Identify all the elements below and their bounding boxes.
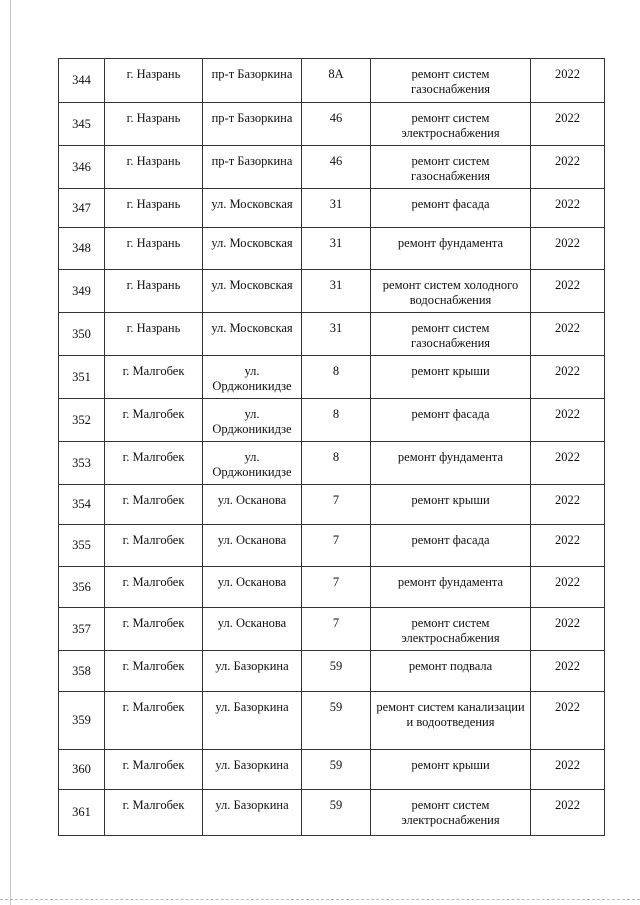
street-cell: ул. Базоркина: [203, 651, 302, 692]
work-type-cell: ремонт подвала: [371, 651, 531, 692]
year-cell: 2022: [531, 146, 605, 189]
street-cell: ул. Базоркина: [203, 692, 302, 750]
house-number-cell: 7: [302, 525, 371, 567]
work-type-cell: ремонт систем газоснабжения: [371, 313, 531, 356]
city-cell: г. Назрань: [105, 146, 203, 189]
work-type-cell: ремонт систем электроснабжения: [371, 608, 531, 651]
table-row: [59, 567, 605, 608]
row-number-cell: 360: [59, 750, 105, 790]
row-number-cell: 345: [59, 103, 105, 146]
street-cell: ул. Осканова: [203, 567, 302, 608]
house-number-cell: 31: [302, 228, 371, 270]
row-number-cell: 361: [59, 790, 105, 836]
row-number-cell: 359: [59, 692, 105, 750]
page-bottom-edge: [0, 899, 640, 901]
table-row: [59, 103, 605, 146]
row-number-cell: 352: [59, 399, 105, 442]
row-number-cell: 350: [59, 313, 105, 356]
table-row: [59, 59, 605, 103]
city-cell: г. Назрань: [105, 103, 203, 146]
table-row: [59, 356, 605, 399]
work-type-cell: ремонт фундамента: [371, 567, 531, 608]
year-cell: 2022: [531, 189, 605, 228]
work-type-cell: ремонт крыши: [371, 485, 531, 525]
street-cell: ул. Осканова: [203, 525, 302, 567]
year-cell: 2022: [531, 692, 605, 750]
year-cell: 2022: [531, 228, 605, 270]
table-row: [59, 442, 605, 485]
table-row: [59, 270, 605, 313]
table-row: [59, 692, 605, 750]
table-row: [59, 189, 605, 228]
house-number-cell: 7: [302, 608, 371, 651]
house-number-cell: 7: [302, 485, 371, 525]
house-number-cell: 31: [302, 270, 371, 313]
year-cell: 2022: [531, 59, 605, 103]
city-cell: г. Малгобек: [105, 567, 203, 608]
work-type-cell: ремонт систем канализации и водоотведения: [371, 692, 531, 750]
street-cell: ул. Московская: [203, 228, 302, 270]
city-cell: г. Назрань: [105, 270, 203, 313]
year-cell: 2022: [531, 270, 605, 313]
house-number-cell: 59: [302, 790, 371, 836]
street-cell: ул. Базоркина: [203, 790, 302, 836]
table-row: [59, 750, 605, 790]
street-cell: ул. Осканова: [203, 608, 302, 651]
city-cell: г. Малгобек: [105, 790, 203, 836]
city-cell: г. Малгобек: [105, 442, 203, 485]
street-cell: ул. Осканова: [203, 485, 302, 525]
house-number-cell: 46: [302, 146, 371, 189]
year-cell: 2022: [531, 313, 605, 356]
house-number-cell: 31: [302, 189, 371, 228]
street-cell: пр-т Базоркина: [203, 103, 302, 146]
work-type-cell: ремонт систем электроснабжения: [371, 790, 531, 836]
row-number-cell: 353: [59, 442, 105, 485]
registry-body: [59, 59, 605, 836]
row-number-cell: 349: [59, 270, 105, 313]
row-number-cell: 354: [59, 485, 105, 525]
work-type-cell: ремонт систем электроснабжения: [371, 103, 531, 146]
street-cell: ул. Московская: [203, 189, 302, 228]
city-cell: г. Назрань: [105, 228, 203, 270]
house-number-cell: 59: [302, 651, 371, 692]
year-cell: 2022: [531, 442, 605, 485]
city-cell: г. Малгобек: [105, 485, 203, 525]
table-row: [59, 146, 605, 189]
street-cell: ул. Московская: [203, 313, 302, 356]
year-cell: 2022: [531, 750, 605, 790]
street-cell: пр-т Базоркина: [203, 59, 302, 103]
city-cell: г. Малгобек: [105, 651, 203, 692]
year-cell: 2022: [531, 525, 605, 567]
city-cell: г. Малгобек: [105, 399, 203, 442]
row-number-cell: 356: [59, 567, 105, 608]
work-type-cell: ремонт крыши: [371, 356, 531, 399]
street-cell: ул. Орджоникидзе: [203, 356, 302, 399]
table-row: [59, 485, 605, 525]
year-cell: 2022: [531, 651, 605, 692]
house-number-cell: 8: [302, 356, 371, 399]
work-type-cell: ремонт систем газоснабжения: [371, 146, 531, 189]
work-type-cell: ремонт фундамента: [371, 442, 531, 485]
street-cell: пр-т Базоркина: [203, 146, 302, 189]
repair-registry-table: [58, 58, 605, 836]
year-cell: 2022: [531, 567, 605, 608]
house-number-cell: 8А: [302, 59, 371, 103]
work-type-cell: ремонт фасада: [371, 399, 531, 442]
work-type-cell: ремонт систем газоснабжения: [371, 59, 531, 103]
house-number-cell: 7: [302, 567, 371, 608]
house-number-cell: 59: [302, 750, 371, 790]
row-number-cell: 348: [59, 228, 105, 270]
city-cell: г. Назрань: [105, 59, 203, 103]
year-cell: 2022: [531, 790, 605, 836]
street-cell: ул. Орджоникидзе: [203, 442, 302, 485]
row-number-cell: 351: [59, 356, 105, 399]
street-cell: ул. Орджоникидзе: [203, 399, 302, 442]
work-type-cell: ремонт фундамента: [371, 228, 531, 270]
house-number-cell: 8: [302, 442, 371, 485]
table-row: [59, 525, 605, 567]
year-cell: 2022: [531, 485, 605, 525]
work-type-cell: ремонт крыши: [371, 750, 531, 790]
house-number-cell: 8: [302, 399, 371, 442]
city-cell: г. Малгобек: [105, 525, 203, 567]
city-cell: г. Назрань: [105, 313, 203, 356]
row-number-cell: 358: [59, 651, 105, 692]
table-row: [59, 608, 605, 651]
city-cell: г. Малгобек: [105, 356, 203, 399]
work-type-cell: ремонт фасада: [371, 189, 531, 228]
house-number-cell: 46: [302, 103, 371, 146]
year-cell: 2022: [531, 356, 605, 399]
row-number-cell: 357: [59, 608, 105, 651]
table-row: [59, 228, 605, 270]
city-cell: г. Малгобек: [105, 608, 203, 651]
row-number-cell: 347: [59, 189, 105, 228]
work-type-cell: ремонт фасада: [371, 525, 531, 567]
street-cell: ул. Базоркина: [203, 750, 302, 790]
page-left-edge: [10, 0, 11, 905]
work-type-cell: ремонт систем холодного водоснабжения: [371, 270, 531, 313]
year-cell: 2022: [531, 103, 605, 146]
year-cell: 2022: [531, 399, 605, 442]
house-number-cell: 59: [302, 692, 371, 750]
house-number-cell: 31: [302, 313, 371, 356]
city-cell: г. Малгобек: [105, 750, 203, 790]
year-cell: 2022: [531, 608, 605, 651]
table-row: [59, 651, 605, 692]
table-row: [59, 790, 605, 836]
row-number-cell: 355: [59, 525, 105, 567]
row-number-cell: 346: [59, 146, 105, 189]
row-number-cell: 344: [59, 59, 105, 103]
city-cell: г. Назрань: [105, 189, 203, 228]
table-row: [59, 399, 605, 442]
street-cell: ул. Московская: [203, 270, 302, 313]
table-row: [59, 313, 605, 356]
city-cell: г. Малгобек: [105, 692, 203, 750]
